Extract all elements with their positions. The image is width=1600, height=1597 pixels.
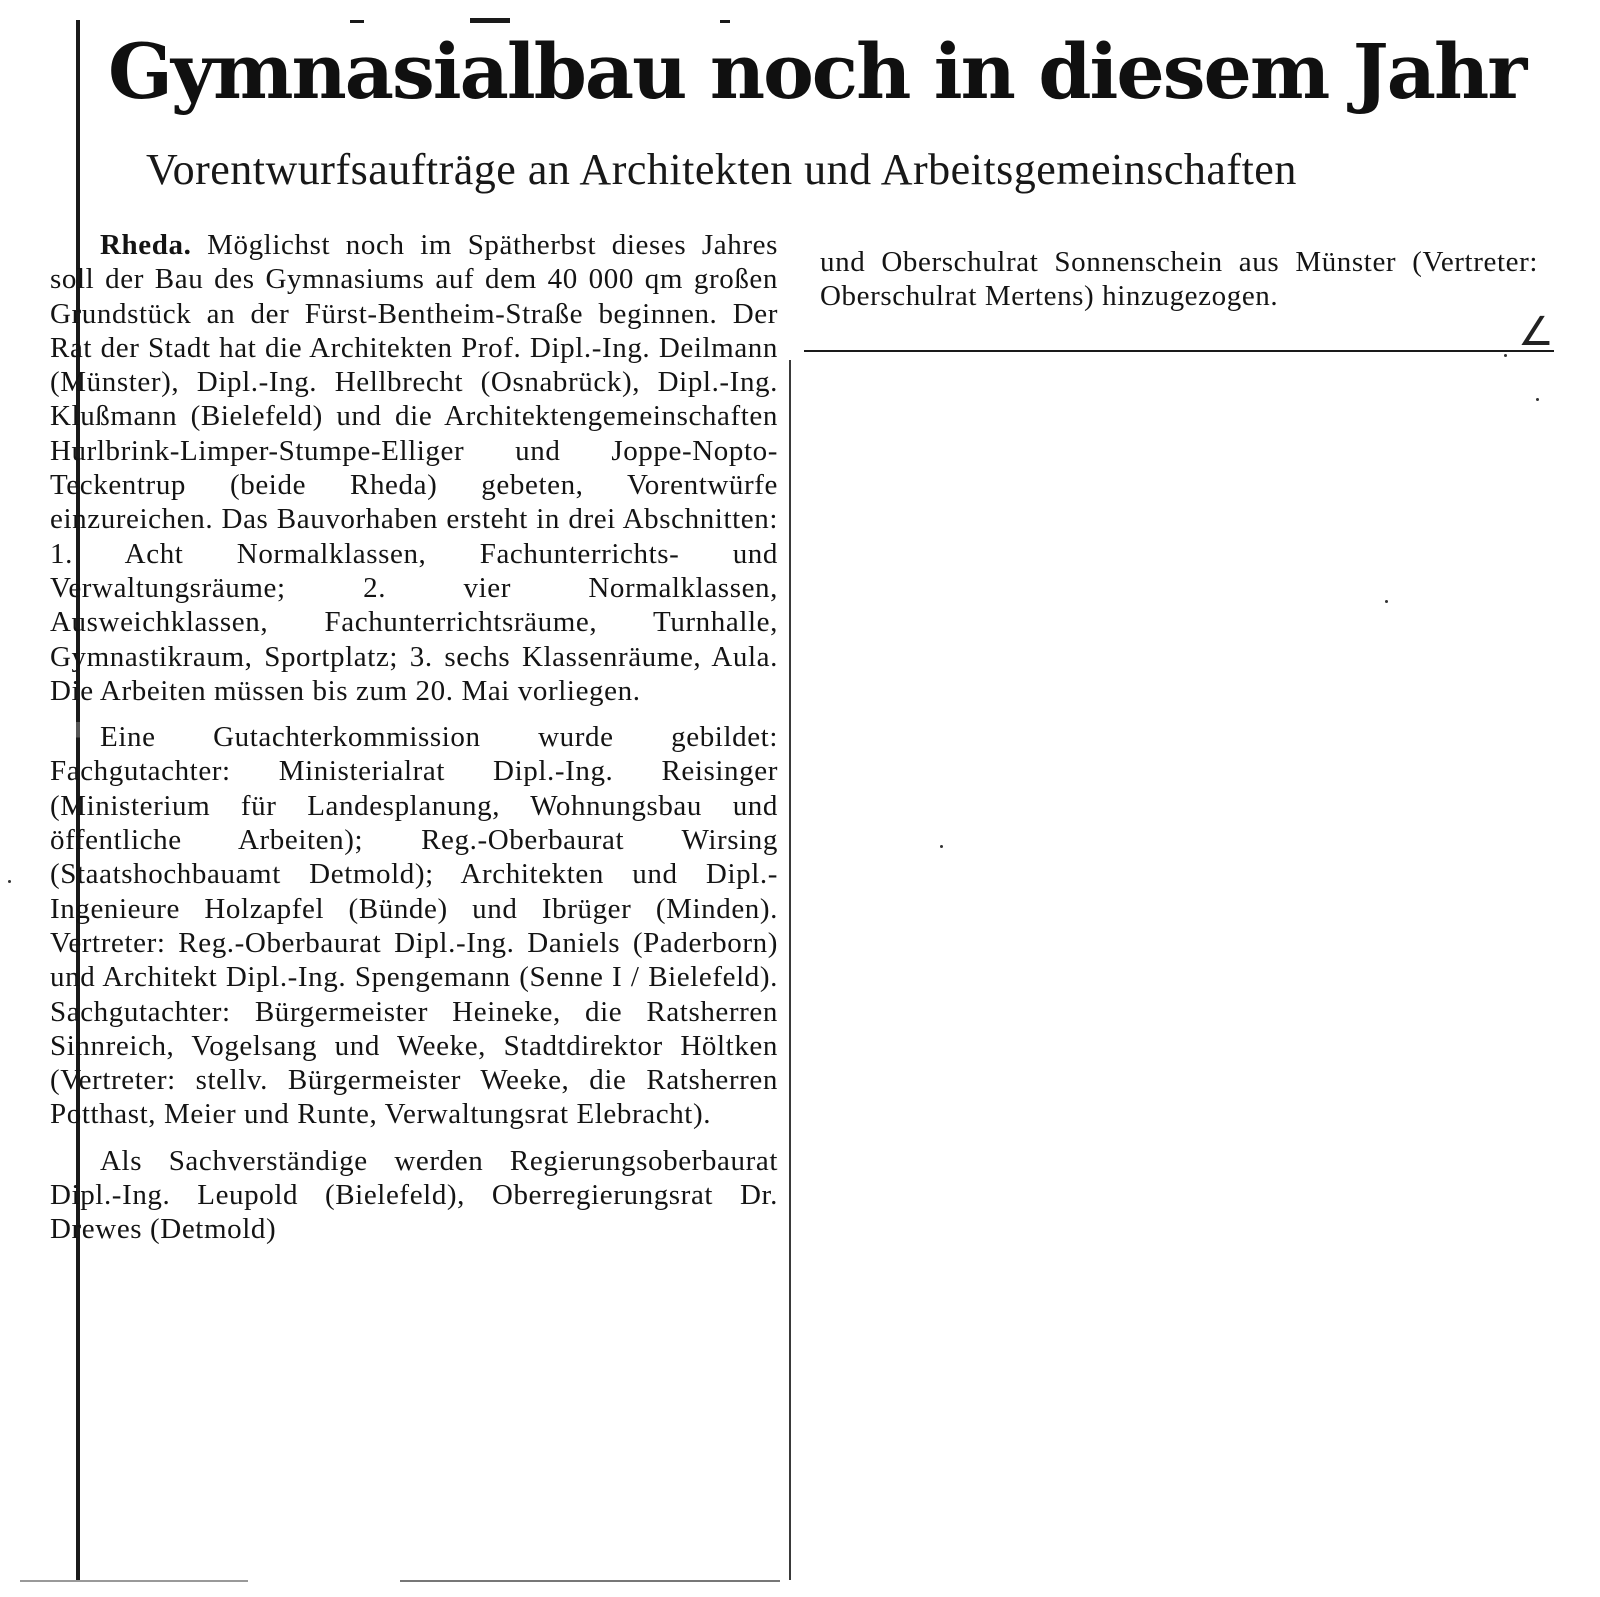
article-body-left-column: [50, 228, 778, 1247]
print-speck: [8, 880, 11, 883]
print-speck: [1504, 354, 1507, 357]
article-paragraph: Als Sachverständige werden Regierungsoberbaurat Dipl.-Ing. Leupold (Bielefeld), Oberregierungsrat Dr. Drewes (Detmold): [50, 1144, 778, 1246]
print-speck: [1536, 398, 1539, 401]
article-body-right-column: [820, 245, 1538, 314]
pen-check-mark-icon: ∠: [1518, 309, 1554, 355]
article-subheadline: Vorentwurfsaufträge an Architekten und Arbeitsgemeinschaften: [146, 145, 1297, 194]
article-continuation: und Oberschulrat Sonnenschein aus Münster (Vertreter: Oberschulrat Mertens) hinzugezogen.: [820, 246, 1538, 313]
column-end-rule: [804, 350, 1554, 352]
dateline: Rheda.: [100, 229, 192, 261]
print-speck: [940, 845, 943, 848]
article-headline: Gymnasialbau noch in diesem Jahr: [108, 27, 1526, 116]
column-divider-rule: [789, 360, 791, 1580]
bottom-edge: [20, 1580, 780, 1582]
print-speck: [1385, 600, 1388, 603]
article-paragraph: [50, 228, 778, 708]
paragraph-text: Möglichst noch im Spätherbst dieses Jahres soll der Bau des Gymnasiums auf dem 40 000 qm großen Grundstück an der Fürst-Bentheim-Straße beginnen. Der Rat der Stadt hat die Architekten Prof. Dipl.-Ing. Deilmann (Münster), Dipl.-Ing. Hellbrecht (Osnabrück), Dipl.-Ing. Klußmann (Bielefeld) und die Architektengemeinschaften Hurlbrink-Limper-Stumpe-Elliger und Joppe-Nopto-Teckentrup (beide Rheda) gebeten, Vorentwürfe einzureichen. Das Bauvorhaben ersteht in drei Abschnitten: 1. Acht Normalklassen, Fachunterrichts- und Verwaltungsräume; 2. vier Normalklassen, Ausweichklassen, Fachunterrichtsräume, Turnhalle, Gymnastikraum, Sportplatz; 3. sechs Klassenräume, Aula. Die Arbeiten müssen bis zum 20. Mai vorliegen.: [50, 229, 778, 707]
article-paragraph: Eine Gutachterkommission wurde gebildet: Fachgutachter: Ministerialrat Dipl.-Ing. Reisinger (Ministerium für Landesplanung, Wohnungsbau und öffentliche Arbeiten); Reg.-Oberbaurat Wirsing (Staatshochbauamt Detmold); Architekten und Dipl.-Ingenieure Holzapfel (Bünde) und Ibrüger (Minden). Vertreter: Reg.-Oberbaurat Dipl.-Ing. Daniels (Paderborn) und Architekt Dipl.-Ing. Spengemann (Senne I / Bielefeld). Sachgutachter: Bürgermeister Heineke, die Ratsherren Sinnreich, Vogelsang und Weeke, Stadtdirektor Höltken (Vertreter: stellv. Bürgermeister Weeke, die Ratsherren Potthast, Meier und Runte, Verwaltungsrat Elebracht).: [50, 721, 778, 1131]
